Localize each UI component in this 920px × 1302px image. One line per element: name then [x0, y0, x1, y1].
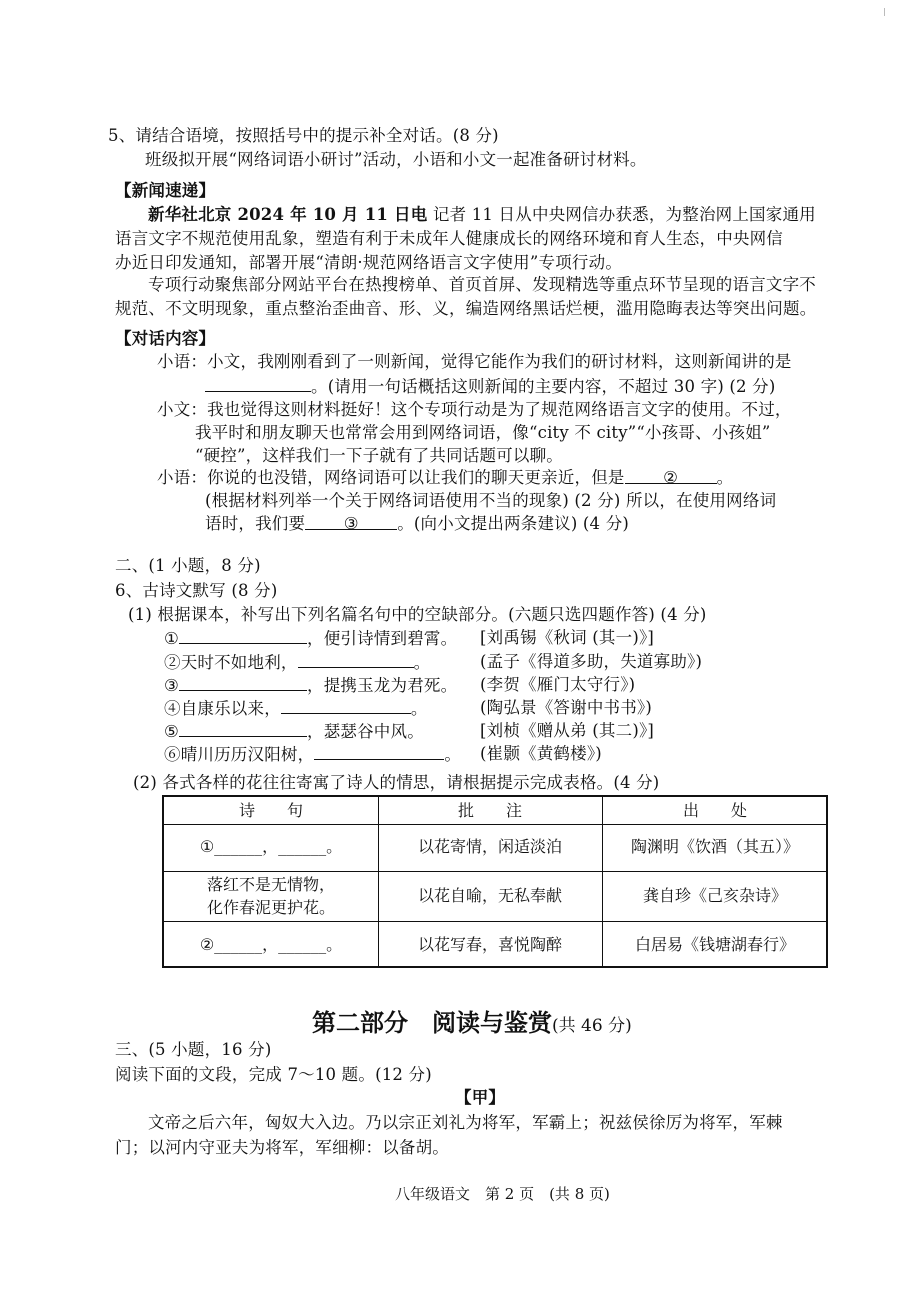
q6-stem: 6、古诗文默写 (8 分): [115, 581, 278, 600]
dialog-header: 【对话内容】: [115, 329, 216, 348]
dialog-2-line3: “硬控”，这样我们一下子就有了共同话题可以聊。: [195, 446, 563, 465]
poem-line-4: [164, 696, 428, 721]
poem-line-post: 。: [413, 653, 431, 672]
table-divider: [164, 824, 826, 825]
poem-source-3: (李贺《雁门太守行》): [480, 675, 636, 694]
table-row3-source: 白居易《钱塘湖春行》: [634, 935, 795, 954]
news-dateline: 新华社北京 2024 年 10 月 11 日电: [148, 205, 428, 224]
dialog-3-end: 。: [716, 468, 734, 487]
scan-mark: [884, 8, 885, 16]
poem-line-1: [164, 626, 457, 651]
poem-line-pre: ⑥晴川历历汉阳树，: [164, 745, 315, 764]
poem-blank[interactable]: [179, 673, 307, 691]
dialog-3-line3-b: 。(向小文提出两条建议) (4 分): [397, 514, 630, 533]
table-row2-source: 龚自珍《己亥杂诗》: [642, 886, 787, 905]
poem-line-post: 。: [410, 699, 428, 718]
q6-part1: (1) 根据课本，补写出下列名篇名句中的空缺部分。(六题只选四题作答) (4 分): [128, 605, 707, 624]
news-p2-line2: 规范、不文明现象，重点整治歪曲音、形、义，编造网络黑话烂梗，滥用隐晦表达等突出问题。: [115, 299, 817, 318]
poem-line-pre: ⑤: [164, 722, 179, 741]
poem-blank[interactable]: [179, 719, 307, 737]
dialog-3-line2: (根据材料列举一个关于网络词语使用不当的现象) (2 分) 所以，在使用网络词: [205, 491, 777, 510]
dialog-2-line2: 我平时和朋友聊天也常常会用到网络词语，像“city 不 city”“小孩哥、小孩姐”: [195, 423, 771, 442]
poem-blank[interactable]: [281, 696, 411, 714]
poem-line-post: ，提携玉龙为君死。: [307, 676, 458, 695]
table-row2-poem-line2: 化作春泥更护花。: [206, 898, 335, 917]
table-row1-note: 以花寄情，闲适淡泊: [417, 837, 562, 856]
dialog-1-line1: 小语：小文，我刚刚看到了一则新闻，觉得它能作为我们的研讨材料，这则新闻讲的是: [157, 352, 792, 371]
flower-poem-table: [162, 795, 828, 968]
poem-source-1: [刘禹锡《秋词 (其一)》]: [480, 628, 655, 647]
poem-source-4: (陶弘景《答谢中书书》): [480, 698, 653, 717]
table-divider: [164, 921, 826, 922]
news-p1-rest: 记者 11 日从中央网信办获悉，为整治网上国家通用: [432, 205, 816, 224]
dialog-3-line1: [157, 466, 733, 490]
news-header: 【新闻速递】: [115, 181, 216, 200]
poem-line-3: [164, 673, 457, 698]
table-row1-source: 陶渊明《饮酒（其五）》: [630, 837, 799, 856]
table-row3-note: 以花写春，喜悦陶醉: [417, 935, 562, 954]
passage-jia-label: 【甲】: [455, 1088, 506, 1107]
poem-line-post: ，瑟瑟谷中风。: [307, 722, 424, 741]
poem-source-5: [刘桢《赠从弟 (其二)》]: [480, 721, 655, 740]
poem-line-post: ，便引诗情到碧霄。: [307, 629, 458, 648]
dialog-3-line3: [205, 512, 629, 536]
dialog-1-line2-text: 。(请用一句话概括这则新闻的主要内容，不超过 30 字) (2 分): [311, 377, 776, 396]
part-2-title-text: 第二部分 阅读与鉴赏: [312, 1009, 552, 1037]
news-p1-line1: [148, 203, 816, 227]
answer-blank-3[interactable]: ③: [305, 512, 397, 530]
section-3-header: 三、(5 小题，16 分): [115, 1040, 272, 1059]
news-p1-line2: 语言文字不规范使用乱象，塑造有利于未成年人健康成长的网络环境和育人生态，中央网信: [115, 229, 783, 248]
answer-blank-1[interactable]: [205, 374, 311, 392]
news-p1-line3: 办近日印发通知，部署开展“清朗·规范网络语言文字使用”专项行动。: [115, 253, 623, 272]
part-2-score: (共 46 分): [552, 1016, 632, 1036]
dialog-3-text: 小语：你说的也没错，网络词语可以让我们的聊天更亲近，但是: [157, 468, 625, 487]
section-2-header: 二、(1 小题，8 分): [115, 556, 261, 575]
passage-line1: 文帝之后六年，匈奴大入边。乃以宗正刘礼为将军，军霸上；祝兹侯徐厉为将军，军棘: [148, 1113, 783, 1132]
poem-line-2: [164, 650, 430, 675]
poem-line-post: 。: [444, 745, 462, 764]
dialog-3-line3-a: 语时，我们要: [205, 514, 306, 533]
dialog-2-line1: 小文：我也觉得这则材料挺好！这个专项行动是为了规范网络语言文字的使用。不过，: [157, 400, 792, 419]
table-divider: [164, 871, 826, 872]
q6-part2: (2) 各式各样的花往往寄寓了诗人的情思，请根据提示完成表格。(4 分): [133, 773, 660, 792]
poem-line-pre: ③: [164, 676, 179, 695]
poem-blank[interactable]: [179, 626, 307, 644]
table-header-source: 出 处: [682, 801, 747, 820]
part-2-title: [312, 1003, 632, 1038]
poem-source-2: (孟子《得道多助，失道寡助》): [480, 652, 703, 671]
passage-line2: 门；以河内守亚夫为将军，军细柳：以备胡。: [115, 1138, 449, 1157]
q5-intro: 班级拟开展“网络词语小研讨”活动，小语和小文一起准备研讨材料。: [145, 150, 647, 169]
table-row2-note: 以花自喻，无私奉献: [417, 886, 562, 905]
table-row2-poem-line1: 落红不是无情物，: [206, 875, 335, 894]
q5-stem: 5、请结合语境，按照括号中的提示补全对话。(8 分): [108, 126, 499, 145]
page-footer: 八年级语文 第 2 页 (共 8 页): [395, 1185, 610, 1203]
dialog-1-line2: [205, 374, 776, 399]
answer-blank-2[interactable]: ②: [625, 466, 717, 484]
poem-line-pre: ④自康乐以来，: [164, 699, 281, 718]
poem-blank[interactable]: [314, 742, 444, 760]
poem-blank[interactable]: [298, 650, 414, 668]
table-header-poem: 诗 句: [238, 801, 303, 820]
poem-line-6: [164, 742, 461, 767]
poem-line-5: [164, 719, 424, 744]
poem-line-pre: ②天时不如地利，: [164, 653, 298, 672]
poem-source-6: (崔颢《黄鹤楼》): [480, 744, 602, 763]
news-p2-line1: 专项行动聚焦部分网站平台在热搜榜单、首页首屏、发现精选等重点环节呈现的语言文字不: [148, 275, 816, 294]
table-header-note: 批 注: [457, 801, 522, 820]
poem-line-pre: ①: [164, 629, 179, 648]
reading-instruction: 阅读下面的文段，完成 7～10 题。(12 分): [115, 1065, 432, 1084]
table-row3-poem[interactable]: ②______，______。: [199, 935, 343, 954]
table-row1-poem[interactable]: ①______，______。: [199, 837, 343, 856]
